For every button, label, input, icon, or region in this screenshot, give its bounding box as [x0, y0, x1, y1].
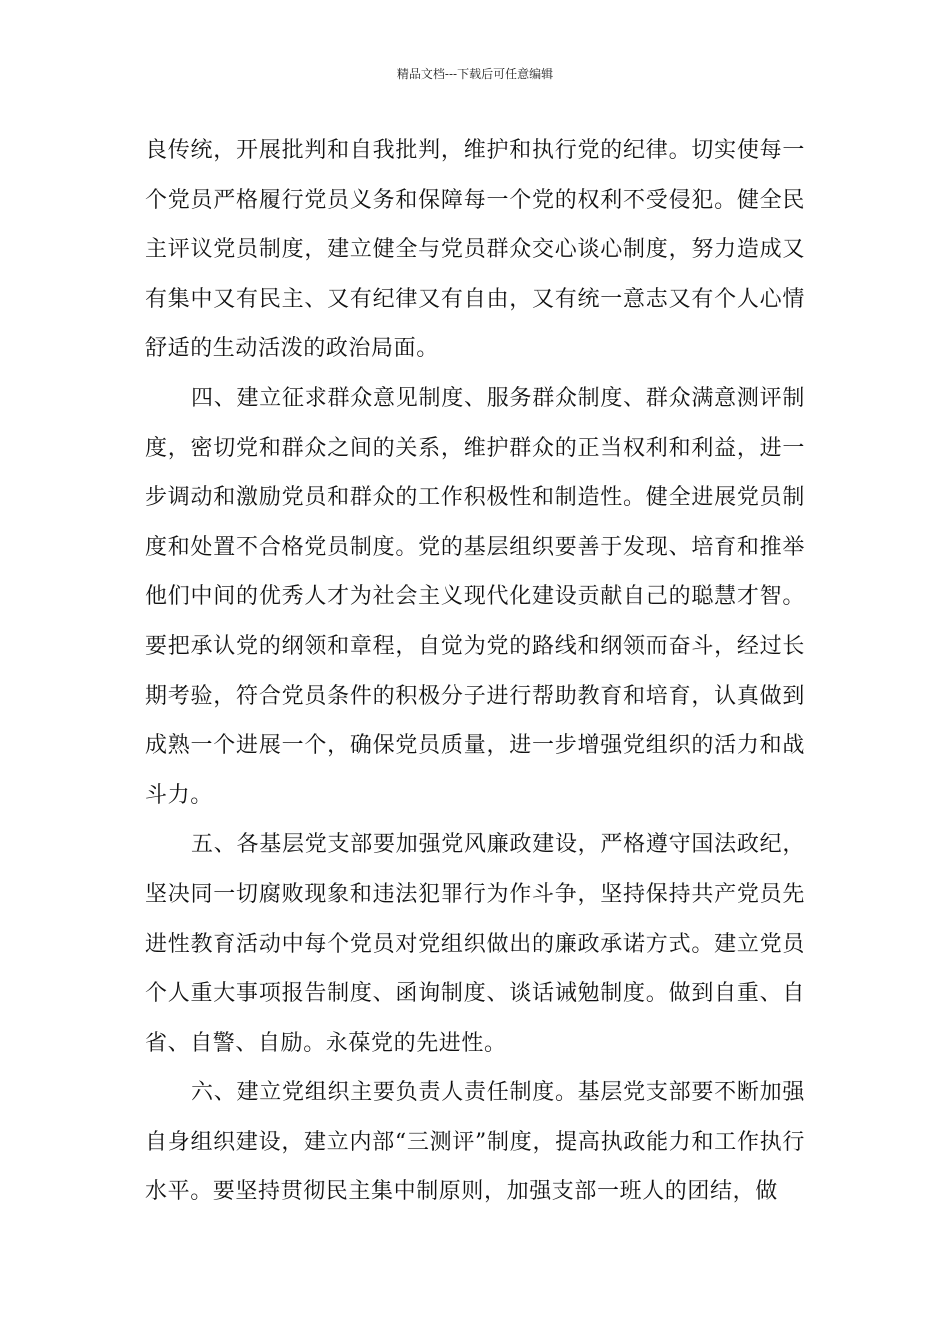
paragraph-2: 四、建立征求群众意见制度、服务群众制度、群众满意测评制度，密切党和群众之间的关系，维护群众的正当权利和利益，进一步调动和激励党员和群众的工作积极性和制造性。健全进展党员制度和处置不合格党员制度。党的基层组织要善于发现、培育和推举他们中间的优秀人才为社会主义现代化建设贡献自己的聪慧才智。要把承认党的纲领和章程，自觉为党的路线和纲领而奋斗，经过长期考验，符合党员条件的积极分子进行帮助教育和培育，认真做到成熟一个进展一个，确保党员质量，进一步增强党组织的活力和战斗力。 [145, 385, 805, 808]
paragraph-1: 良传统，开展批判和自我批判，维护和执行党的纪律。切实使每一个党员严格履行党员义务和保障每一个党的权利不受侵犯。健全民主评议党员制度，建立健全与党员群众交心谈心制度，努力造成又有集中又有民主、又有纪律又有自由，又有统一意志又有个人心情舒适的生动活泼的政治局面。 [145, 138, 805, 362]
page-header: 精品文档---下载后可任意编辑 [396, 67, 554, 81]
document-body [145, 126, 805, 1217]
paragraph-4: 六、建立党组织主要负责人责任制度。基层党支部要不断加强自身组织建设，建立内部“三测评”制度，提高执政能力和工作执行水平。要坚持贯彻民主集中制原则，加强支部一班人的团结，做 [145, 1080, 805, 1205]
paragraph-3: 五、各基层党支部要加强党风廉政建设，严格遵守国法政纪，坚决同一切腐败现象和违法犯罪行为作斗争，坚持保持共产党员先进性教育活动中每个党员对党组织做出的廉政承诺方式。建立党员个人重大事项报告制度、函询制度、谈话诫勉制度。做到自重、自省、自警、自励。永葆党的先进性。 [145, 832, 805, 1056]
